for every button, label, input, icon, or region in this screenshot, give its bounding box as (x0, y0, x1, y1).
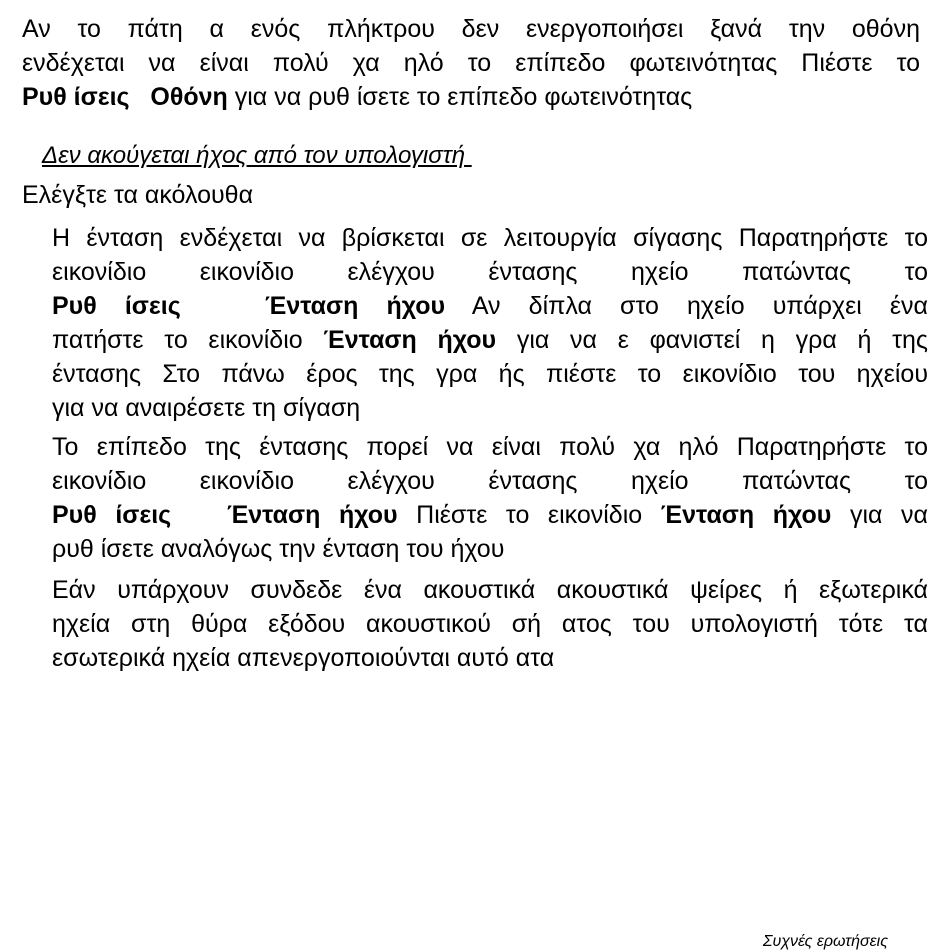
text-fragment: πατήστε το εικονίδιο (52, 326, 324, 354)
text-line (52, 498, 928, 532)
text-fragment: για να ρυθ ίσετε το επίπεδο φωτεινότητας (227, 83, 693, 111)
volume-label: Ένταση ήχου (660, 501, 832, 529)
text-line: Το επίπεδο της έντασης πορεί να είναι πολύ χα ηλό Παρατηρήστε το (52, 433, 928, 461)
text-fragment: για να (831, 501, 928, 529)
text-line: Αν το πάτη α ενός πλήκτρου δεν ενεργοποιήσει ξανά την οθόνη (22, 15, 920, 43)
text-line: ενδέχεται να είναι πολύ χα ηλό το επίπεδο φωτεινότητας Πιέστε το (22, 49, 920, 77)
settings-volume-path: Ρυθ ίσεις Ένταση ήχου (52, 292, 446, 320)
list-item-low-volume (52, 430, 928, 566)
page-footer: Συχνές ερωτήσεις (762, 933, 888, 950)
text-line: Εάν υπάρχουν συνδεδε ένα ακουστικά ακουστικά ψείρες ή εξωτερικά (52, 576, 928, 604)
text-line: ηχεία στη θύρα εξόδου ακουστικού σή ατος του υπολογιστή τότε τα (52, 610, 928, 638)
text-fragment: Πιέστε το εικονίδιο (397, 501, 661, 529)
brightness-paragraph (22, 12, 920, 114)
text-fragment: Αν δίπλα στο ηχείο υπάρχει ένα (445, 292, 928, 320)
settings-display-path: Ρυθ ίσεις Οθόνη (22, 83, 228, 111)
text-line (22, 80, 920, 114)
volume-label: Ένταση ήχου (323, 326, 497, 354)
text-line: για να αναιρέσετε τη σίγαση (52, 394, 361, 422)
list-item-headphones (52, 573, 928, 675)
text-line: ρυθ ίσετε αναλόγως την ένταση του ήχου (52, 535, 505, 563)
list-item-mute (52, 221, 928, 425)
settings-volume-path: Ρυθ ίσεις Ένταση ήχου (52, 501, 398, 529)
check-intro: Ελέγξτε τα ακόλουθα (22, 181, 254, 209)
text-fragment: για να ε φανιστεί η γρα ή της (496, 326, 928, 354)
text-line (52, 289, 928, 323)
section-heading: Δεν ακούγεται ήχος από τον υπολογιστή (42, 142, 472, 169)
text-line: Η ένταση ενδέχεται να βρίσκεται σε λειτουργία σίγασης Παρατηρήστε το (52, 224, 928, 252)
text-line: εικονίδιο εικονίδιο ελέγχου έντασης ηχείο πατώντας το (52, 258, 928, 286)
text-line: εσωτερικά ηχεία απενεργοποιούνται αυτό ατα (52, 644, 555, 672)
text-line: εικονίδιο εικονίδιο ελέγχου έντασης ηχείο πατώντας το (52, 467, 928, 495)
text-line (52, 323, 928, 357)
text-line: έντασης Στο πάνω έρος της γρα ής πιέστε το εικονίδιο του ηχείου (52, 360, 928, 388)
